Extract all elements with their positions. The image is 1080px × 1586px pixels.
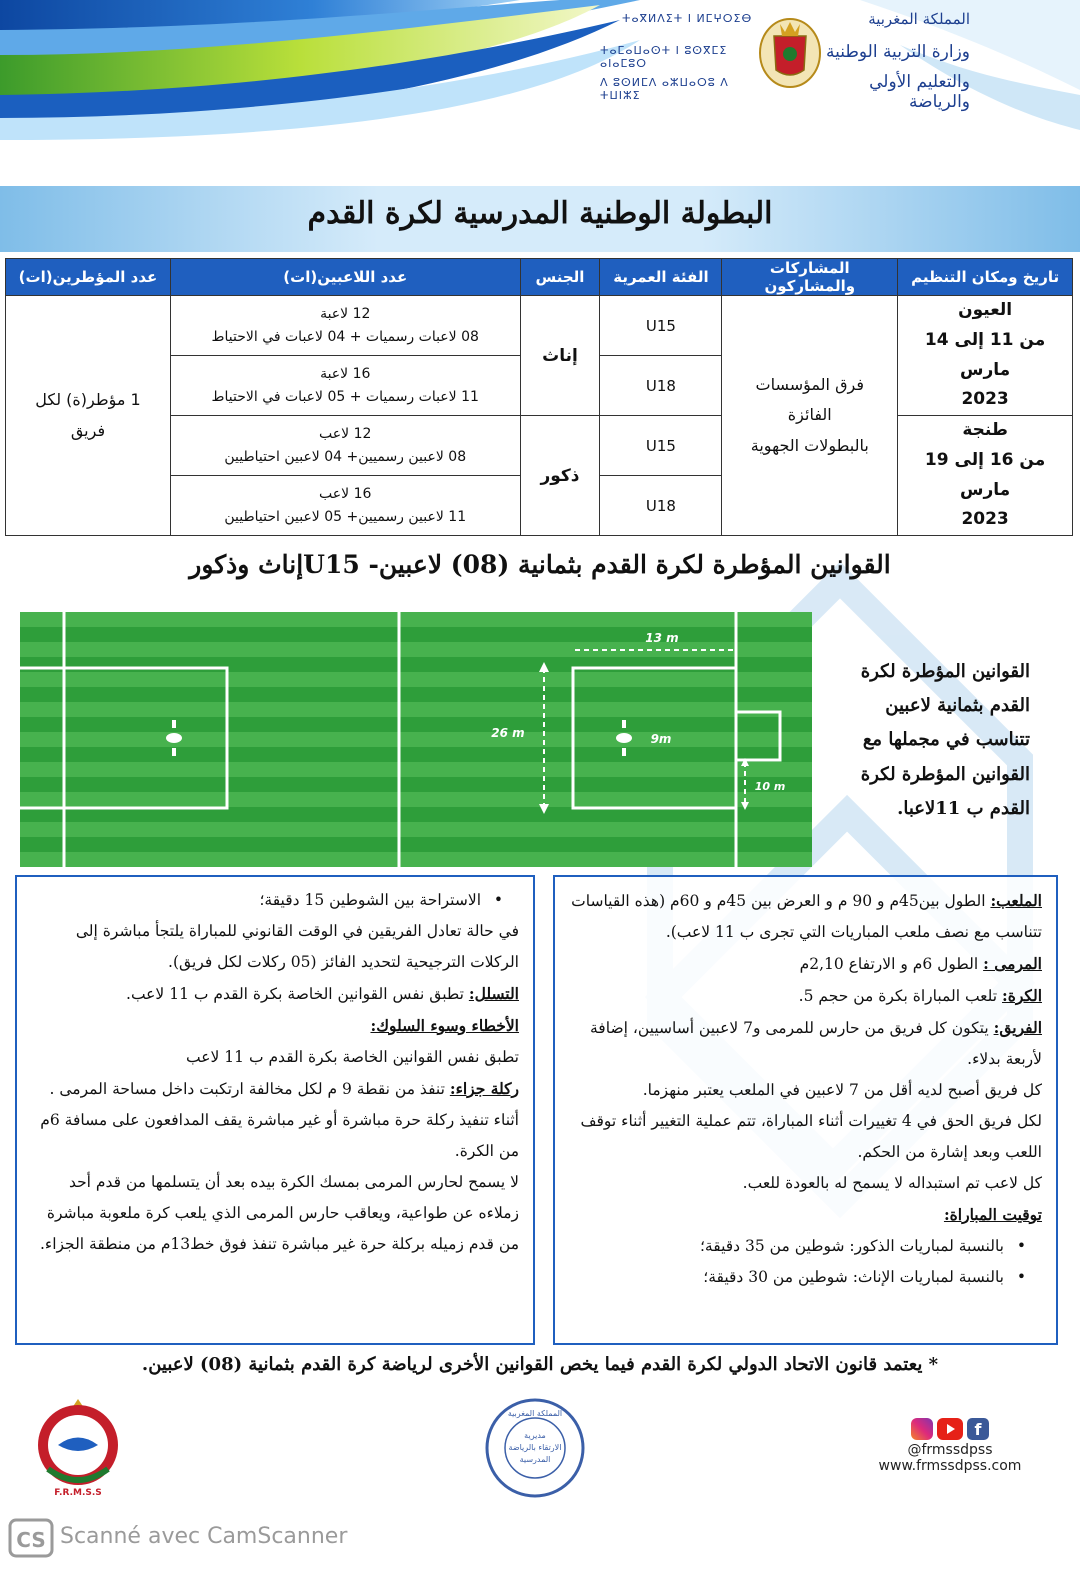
venue-dates: من 11 إلى 14 مارس — [924, 329, 1046, 380]
grass-stripe — [20, 792, 812, 807]
rules-box-right — [553, 875, 1058, 1345]
rule-text: تطبق نفس القوانين الخاصة بكرة القدم ب 11 لاعب — [186, 1048, 519, 1066]
field-note-line: القدم بثمانية لاعبين — [885, 695, 1030, 717]
rule-text: تطبق نفس القوانين الخاصة بكرة القدم ب 11 لاعب. — [126, 985, 469, 1003]
players-detail: 08 لاعبات رسميات + 04 لاعبات في الاحتياط — [211, 328, 479, 345]
youtube-icon[interactable] — [937, 1418, 963, 1440]
ministry-name-tz-3: ⴷ ⵓⵙⵍⵎⴷ ⴰⵣⵡⴰⵔⵓ ⴷ ⵜⵡⵏⵣⵉ — [600, 76, 729, 102]
age-cell: U18 — [600, 356, 722, 416]
players-total: 16 لاعب — [319, 486, 372, 503]
grass-stripe — [20, 687, 812, 702]
age-cell: U15 — [600, 296, 722, 356]
venue-year: 2023 — [961, 509, 1009, 530]
social-handle[interactable]: @frmssdpss — [907, 1442, 993, 1458]
grass-stripe — [20, 732, 812, 747]
field-note-line: تتناسب في مجملها مع — [862, 729, 1030, 751]
players-cell — [170, 476, 520, 536]
rule-text: كل فريق أصبح لديه أقل من 7 لاعبين في الملعب يعتبر منهزما. — [642, 1081, 1042, 1099]
label-9m: 9m — [650, 732, 672, 746]
grass-stripe — [20, 702, 812, 717]
header-participants: المشاركات والمشاركون — [722, 259, 898, 296]
age-cell: U15 — [600, 416, 722, 476]
venue-dates: من 16 إلى 19 مارس — [924, 449, 1046, 500]
grass-stripe — [20, 747, 812, 762]
rule-label: الملعب: — [990, 891, 1042, 910]
header-coaches-count: عدد المؤطرين(ات) — [6, 259, 171, 296]
rule-text: تلعب المباراة بكرة من حجم 5. — [798, 987, 1003, 1005]
rule-keeper: لا يسمح لحارس المرمى بمسك الكرة بيده بعد أن يتسلمها من قدم أحد زملاءه عن طواعية، ويعاقب حارس المرمى الذي يلعب كرة ملعوبة مباشرة من قدم زميله بركلة حرة غير مباشرة تنفذ فوق خط13م من منطقة الجزاء. — [39, 1173, 519, 1253]
rule-timing-women: • بالنسبة لمباريات الإناث: شوطين من 30 دقيقة؛ — [569, 1262, 1042, 1293]
rule-timing-men: • بالنسبة لمباريات الذكور: شوطين من 35 دقيقة؛ — [569, 1231, 1042, 1262]
field-note-line: القوانين المؤطرة لكرة — [860, 661, 1030, 682]
grass-stripe — [20, 672, 812, 687]
age-cell: U18 — [600, 476, 722, 536]
coaches-line: فريق — [70, 420, 106, 440]
players-total: 16 لاعبة — [320, 366, 371, 383]
rule-label: الكرة: — [1002, 986, 1042, 1005]
rule-label: المرمى : — [983, 954, 1042, 973]
players-cell — [170, 356, 520, 416]
grass-stripe — [20, 837, 812, 852]
website-link[interactable]: www.frmssdpss.com — [878, 1458, 1022, 1474]
rule-label: الفريق: — [993, 1018, 1042, 1037]
grass-stripe — [20, 852, 812, 867]
gender-cell: ذكور — [520, 416, 600, 536]
grass-stripe — [20, 657, 812, 672]
players-detail: 08 لاعبين رسميين+ 04 لاعبين احتياطيين — [224, 448, 467, 465]
camscanner-text: Scanné avec CamScanner — [60, 1524, 348, 1549]
instagram-icon[interactable] — [911, 1418, 933, 1440]
field-note — [840, 655, 1030, 826]
rule-offside — [31, 978, 519, 1010]
field-note-line: القوانين المؤطرة لكرة — [860, 763, 1030, 785]
social-block — [870, 1418, 1030, 1474]
players-detail: 11 لاعبين رسميين+ 05 لاعبين احتياطيين — [224, 508, 467, 525]
championship-info-table — [5, 258, 1073, 536]
header-players-count: عدد اللاعبين(ات) — [170, 259, 520, 296]
rules-box-left — [15, 875, 535, 1345]
rule-text: الطول بين45م و 90 م و العرض بين 45م و 60م (هذه القياسات تتناسب مع نصف ملعب المباريات التي تجرى ب 11 لاعب). — [571, 892, 1042, 941]
rule-label: توقيت المباراة: — [943, 1205, 1042, 1224]
header-age-category: الفئة العمرية — [600, 259, 722, 296]
ministry-name-ar-1: المملكة المغربية — [868, 10, 970, 28]
rule-text: الطول 6م و الارتفاع 2,10م — [799, 955, 984, 973]
participants-line: بالبطولات الجهوية — [750, 435, 869, 455]
social-icons — [870, 1418, 1030, 1440]
football-field-diagram — [20, 612, 812, 867]
rule-tie: في حالة تعادل الفريقين في الوقت القانوني للمباراة يلتجأ مباشرة إلى الركلات الترجيحية لتحديد الفائز (05 ركلات لكل فريق). — [75, 922, 519, 971]
label-10m: 10 m — [754, 780, 786, 793]
stamp-line: المملكة المغربية — [507, 1409, 563, 1418]
federation-logo-text: F.R.M.S.S — [54, 1488, 102, 1498]
rule-timing — [569, 1199, 1042, 1231]
table-header-row — [6, 259, 1073, 296]
venue-cell — [898, 416, 1073, 536]
participants-line: الفائزة — [787, 405, 832, 425]
venue-cell — [898, 296, 1073, 416]
rule-label: التسلل: — [468, 984, 519, 1003]
rule-goal — [569, 948, 1042, 980]
ministry-name-ar-3: والتعليم الأولي والرياضة — [869, 72, 970, 113]
players-total: 12 لاعب — [319, 426, 372, 443]
participants-line: فرق المؤسسات — [755, 374, 864, 394]
venue-year: 2023 — [961, 389, 1009, 410]
stamp-line: مديرية — [524, 1431, 546, 1440]
rule-freekick: أثناء تنفيذ ركلة حرة مباشرة أو غير مباشرة يقف المدافعون على مسافة 6م من الكرة. — [40, 1111, 519, 1160]
page-title: البطولة الوطنية المدرسية لكرة القدم — [307, 196, 773, 231]
rule-text: كل لاعب تم استبداله لا يسمح له بالعودة للعب. — [742, 1174, 1042, 1192]
ministry-name-tz-2: ⵜⴰⵎⴰⵡⴰⵙⵜ ⵏ ⵓⵙⴳⵎⵉ ⴰⵏⴰⵎⵓⵔ — [600, 44, 728, 70]
rule-text: يتكون كل فريق من حارس للمرمى و7 لاعبين أساسيين، إضافة لأربعة بدلاء. — [590, 1019, 1042, 1068]
rule-text: لكل فريق الحق في 4 تغييرات أثناء المباراة، تتم عملية التغيير أثناء توقف اللعب وبعد إشارة من الحكم. — [580, 1112, 1042, 1161]
grass-stripe — [20, 762, 812, 777]
camscanner-icon: CS — [16, 1528, 46, 1552]
players-detail: 11 لاعبات رسميات + 05 لاعبات في الاحتياط — [211, 388, 479, 405]
rule-text: تنفذ من نقطة 9 م لكل مخالفة ارتكبت داخل مساحة المرمى . — [49, 1080, 450, 1098]
participants-cell — [722, 296, 898, 536]
rule-team — [569, 1012, 1042, 1075]
federation-logo — [28, 1395, 128, 1500]
page-header — [0, 0, 1080, 185]
directorate-stamp — [483, 1396, 588, 1501]
facebook-icon[interactable]: f — [967, 1418, 989, 1440]
rule-fouls — [31, 1010, 519, 1042]
venue-city: العيون — [958, 300, 1013, 320]
ministry-name-ar-2: وزارة التربية الوطنية — [825, 42, 970, 62]
rule-label: الأخطاء وسوء السلوك: — [370, 1016, 519, 1035]
grass-stripe — [20, 777, 812, 792]
header-venue-date: تاريخ ومكان التنظيم — [898, 259, 1073, 296]
players-cell — [170, 296, 520, 356]
stamp-line: الارتقاء بالرياضة — [508, 1443, 562, 1452]
header-gender: الجنس — [520, 259, 600, 296]
table-row — [6, 296, 1073, 356]
grass-stripe — [20, 822, 812, 837]
ministry-name-tz-1: ⵜⴰⴳⵍⴷⵉⵜ ⵏ ⵍⵎⵖⵔⵉⴱ — [622, 12, 753, 25]
rule-penalty — [31, 1073, 519, 1105]
grass-stripe — [20, 627, 812, 642]
grass-stripe — [20, 717, 812, 732]
rule-break: • الاستراحة بين الشوطين 15 دقيقة؛ — [31, 885, 519, 916]
field-note-line: القدم ب 11لاعبا. — [897, 797, 1030, 819]
gender-cell: إناث — [520, 296, 600, 416]
label-13m: 13 m — [645, 631, 679, 645]
rule-pitch — [569, 885, 1042, 948]
grass-stripe — [20, 612, 812, 627]
coaches-line: 1 مؤطر(ة) لكل — [35, 390, 141, 410]
label-26m: 26 m — [491, 726, 525, 740]
players-total: 12 لاعبة — [320, 306, 371, 323]
rule-ball — [569, 980, 1042, 1012]
stamp-line: المدرسية — [519, 1455, 551, 1464]
players-cell — [170, 416, 520, 476]
rules-title: القوانين المؤطرة لكرة القدم بثمانية (08) لاعبين- U15إناث وذكور — [189, 550, 891, 579]
rule-label: ركلة جزاء: — [449, 1079, 519, 1098]
venue-city: طنجة — [962, 420, 1008, 440]
footnote: * يعتمد قانون الاتحاد الدولي لكرة القدم فيما يخص القوانين الأخرى لرياضة كرة القدم بثمانية (08) لاعبين. — [141, 1354, 939, 1375]
coaches-cell — [6, 296, 171, 536]
